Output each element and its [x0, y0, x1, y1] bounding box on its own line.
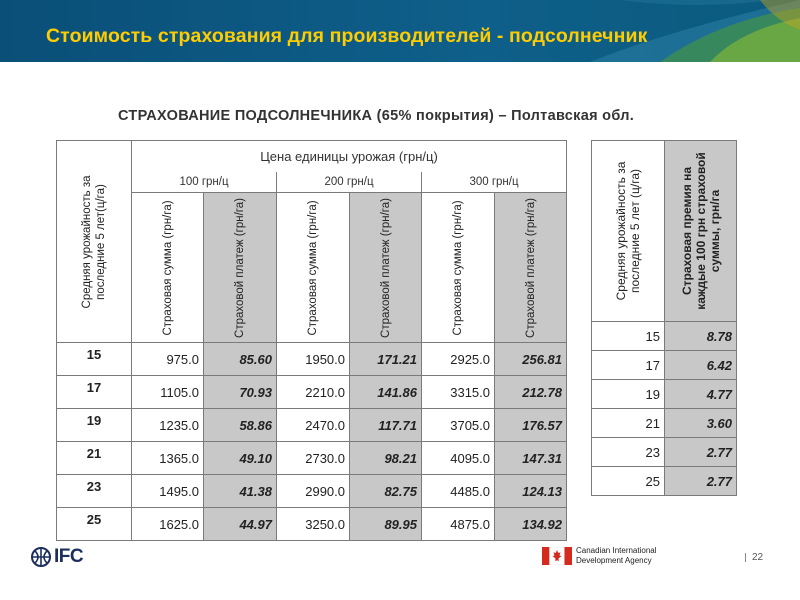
cida-text	[576, 546, 657, 566]
table-row	[592, 351, 737, 380]
payment-cell: 176.57	[495, 409, 567, 442]
sum-cell: 2925.0	[422, 343, 495, 376]
sum-cell: 2210.0	[277, 376, 350, 409]
payment-cell: 147.31	[495, 442, 567, 475]
payment-cell: 134.92	[495, 508, 567, 541]
payment-cell: 124.13	[495, 475, 567, 508]
table-row	[57, 409, 567, 442]
payment-cell: 98.21	[350, 442, 422, 475]
sum-cell: 2730.0	[277, 442, 350, 475]
sum-header-100	[132, 193, 204, 343]
premium-cell: 8.78	[665, 322, 737, 351]
payment-label: Страховой платеж (грн/га)	[524, 197, 537, 338]
payment-cell: 41.38	[204, 475, 277, 508]
sum-cell: 2990.0	[277, 475, 350, 508]
payment-cell: 256.81	[495, 343, 567, 376]
yield-header-cell	[57, 141, 132, 343]
slide-title: Стоимость страхования для производителей - подсолнечник	[46, 25, 648, 47]
payment-cell: 85.60	[204, 343, 277, 376]
table-row	[57, 376, 567, 409]
yield-value: 25	[57, 508, 132, 541]
sum-cell: 1365.0	[132, 442, 204, 475]
yield-value: 17	[57, 376, 132, 409]
sum-cell: 3315.0	[422, 376, 495, 409]
yield-value: 21	[592, 409, 665, 438]
sum-cell: 3705.0	[422, 409, 495, 442]
table-row	[57, 343, 567, 376]
insurance-cost-table	[56, 140, 567, 541]
sum-label: Страховая сумма (грн/га)	[307, 199, 319, 336]
price-300-header: 300 грн/ц	[422, 172, 567, 193]
sum-cell: 1625.0	[132, 508, 204, 541]
payment-cell: 89.95	[350, 508, 422, 541]
payment-cell: 49.10	[204, 442, 277, 475]
payment-cell: 70.93	[204, 376, 277, 409]
premium-header-cell	[665, 141, 737, 322]
table-row	[592, 467, 737, 496]
payment-cell: 141.86	[350, 376, 422, 409]
yield-value: 23	[592, 438, 665, 467]
premium-cell: 2.77	[665, 438, 737, 467]
sum-cell: 1235.0	[132, 409, 204, 442]
sum-cell: 1950.0	[277, 343, 350, 376]
payment-cell: 82.75	[350, 475, 422, 508]
payment-cell: 44.97	[204, 508, 277, 541]
yield-value: 23	[57, 475, 132, 508]
sum-cell: 4875.0	[422, 508, 495, 541]
slide-header	[0, 0, 800, 62]
yield-value: 15	[592, 322, 665, 351]
premium-cell: 6.42	[665, 351, 737, 380]
sum-cell: 4485.0	[422, 475, 495, 508]
sum-label: Страховая сумма (грн/га)	[161, 199, 174, 336]
table-row	[592, 409, 737, 438]
yield-header-cell	[592, 141, 665, 322]
payment-cell: 171.21	[350, 343, 422, 376]
table-subtitle: СТРАХОВАНИЕ ПОДСОЛНЕЧНИКА (65% покрытия) – Полтавская обл.	[118, 108, 635, 124]
table-row	[592, 322, 737, 351]
premium-cell: 4.77	[665, 380, 737, 409]
cida-line-2: Development Agency	[576, 556, 652, 565]
table-row	[592, 438, 737, 467]
cida-line-1: Canadian International	[576, 546, 657, 555]
payment-cell: 58.86	[204, 409, 277, 442]
table-row	[57, 508, 567, 541]
price-200-header: 200 грн/ц	[277, 172, 422, 193]
table-row	[57, 442, 567, 475]
world-bank-globe-icon	[30, 547, 52, 567]
cida-logo	[542, 546, 657, 566]
yield-value: 25	[592, 467, 665, 496]
sum-cell: 2470.0	[277, 409, 350, 442]
premium-table	[591, 140, 737, 496]
sum-cell: 975.0	[132, 343, 204, 376]
premium-header: Страховая премия на каждые 100 грн страховой суммы, грн/га	[679, 152, 722, 310]
payment-cell: 117.71	[350, 409, 422, 442]
sum-cell: 3250.0	[277, 508, 350, 541]
ifc-logo	[30, 546, 83, 568]
payment-header-300	[495, 193, 567, 343]
premium-cell: 3.60	[665, 409, 737, 438]
payment-cell: 212.78	[495, 376, 567, 409]
sum-cell: 1495.0	[132, 475, 204, 508]
payment-header-200	[350, 193, 422, 343]
price-header: Цена единицы урожая (грн/ц)	[132, 141, 567, 173]
yield-header: Средняя урожайность за последние 5 лет(ц/га)	[81, 175, 107, 308]
canada-flag-icon	[542, 547, 572, 565]
yield-value: 17	[592, 351, 665, 380]
footer-separator	[745, 553, 746, 562]
payment-label: Страховой платеж (грн/га)	[379, 197, 392, 338]
yield-value: 15	[57, 343, 132, 376]
yield-header: Средняя урожайность за последние 5 лет (ц/га)	[614, 161, 642, 301]
yield-value: 21	[57, 442, 132, 475]
sum-label: Страховая сумма (грн/га)	[452, 199, 464, 336]
price-100-header: 100 грн/ц	[132, 172, 277, 193]
yield-value: 19	[57, 409, 132, 442]
sum-header-300	[422, 193, 495, 343]
payment-header-100	[204, 193, 277, 343]
sum-cell: 4095.0	[422, 442, 495, 475]
payment-label: Страховой платеж (грн/га)	[234, 197, 246, 338]
sum-cell: 1105.0	[132, 376, 204, 409]
table-row	[57, 475, 567, 508]
table-row	[592, 380, 737, 409]
yield-value: 19	[592, 380, 665, 409]
sum-header-200	[277, 193, 350, 343]
page-number: 22	[752, 552, 764, 563]
premium-cell: 2.77	[665, 467, 737, 496]
ifc-logo-text: IFC	[54, 546, 84, 567]
